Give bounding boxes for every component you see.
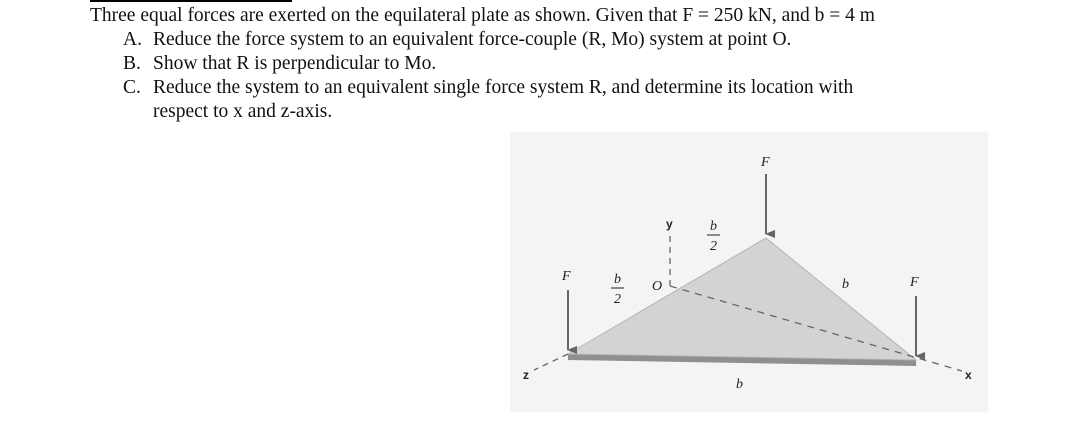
bottom-b-label: b <box>736 377 743 392</box>
part-c-text: Reduce the system to an equivalent single force system R, and determine its location with <box>153 77 854 98</box>
half-b-denominator-top: 2 <box>710 239 717 254</box>
half-b-denominator-left: 2 <box>614 292 621 307</box>
top-rule <box>90 0 292 2</box>
plate-diagram <box>510 126 990 416</box>
part-c <box>90 76 1070 124</box>
half-b-numerator-left: b <box>614 272 621 287</box>
part-c-letter: C. <box>123 77 141 98</box>
force-top-label: F <box>761 155 770 170</box>
force-right-label: F <box>910 275 919 290</box>
part-b-text: Show that R is perpendicular to Mo. <box>153 53 437 74</box>
half-b-numerator-top: b <box>710 219 717 234</box>
problem-parts <box>90 28 1070 124</box>
part-c-continuation: respect to x and z-axis. <box>153 101 333 122</box>
side-b-label: b <box>842 277 849 292</box>
plate-figure <box>510 126 990 416</box>
part-a-text: Reduce the force system to an equivalent force-couple (R, Mo) system at point O. <box>153 29 792 50</box>
z-axis-label: z <box>523 368 529 382</box>
part-a-letter: A. <box>123 29 142 50</box>
force-left-label: F <box>562 269 571 284</box>
part-b <box>90 52 1070 76</box>
x-axis-label: x <box>965 368 972 382</box>
problem-text <box>90 4 1070 124</box>
problem-statement: Three equal forces are exerted on the equilateral plate as shown. Given that F = 250 kN, and b = 4 m <box>90 5 875 26</box>
part-b-letter: B. <box>123 53 141 74</box>
part-a <box>90 28 1070 52</box>
origin-label: O <box>652 279 663 294</box>
y-axis-label: y <box>666 217 673 231</box>
